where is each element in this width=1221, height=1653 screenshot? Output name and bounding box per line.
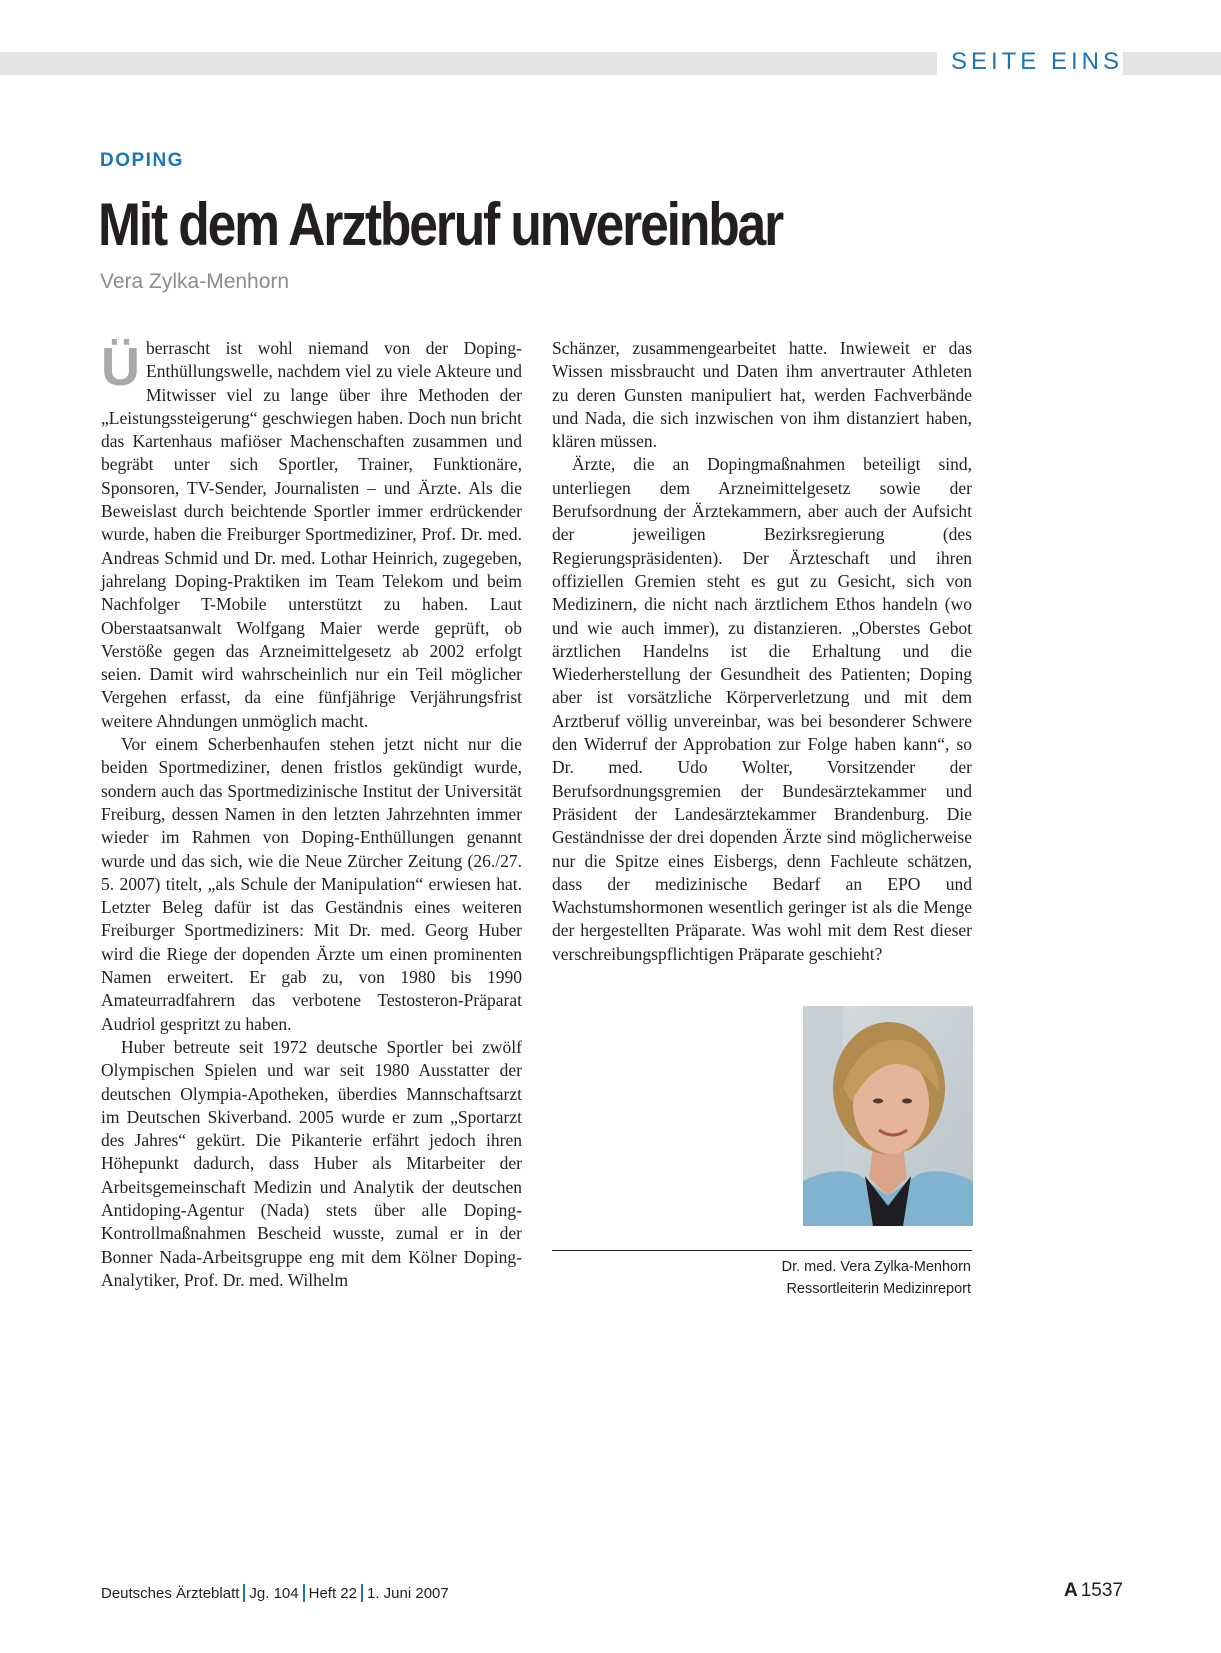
page-number (1064, 1580, 1123, 1602)
footer-separator (303, 1584, 305, 1602)
page-number-value: 1537 (1080, 1580, 1123, 1601)
drop-cap: Ü (101, 337, 140, 397)
caption-rule (552, 1250, 972, 1251)
paragraph-1 (101, 337, 522, 733)
portrait-image (803, 1006, 973, 1226)
footer-volume: Jg. 104 (249, 1584, 299, 1602)
article-kicker: DOPING (100, 150, 184, 171)
footer-separator (243, 1584, 245, 1602)
article-column-right (552, 337, 972, 966)
article-headline: Mit dem Arztberuf unvereinbar (98, 191, 783, 258)
article-author: Vera Zylka-Menhorn (100, 270, 290, 293)
article-column-left (101, 337, 522, 1292)
paragraph-2: Vor einem Scherbenhaufen stehen jetzt nicht nur die beiden Sportmediziner, denen fristlos gekündigt wurde, sondern auch das Sportmedizinische Institut der Universität Freiburg, dessen Namen in den letzten Jahrzehnten immer wieder im Rahmen von Doping-Enthüllungen genannt wurde und das sich, wie die Neue Zürcher Zeitung (26./27. 5. 2007) titelt, „als Schule der Manipulation“ erwiesen hat. Letzter Beleg dafür ist das Geständnis eines weiteren Freiburger Sportmediziners: Mit Dr. med. Georg Huber wird die Riege der dopenden Ärzte um einen prominenten Namen erweitert. Er gab zu, von 1980 bis 1990 Amateurradfahrern das verbotene Testosteron-Präparat Audriol gespritzt zu haben. (101, 734, 522, 1034)
section-label: SEITE EINS (937, 46, 1123, 78)
footer-issue: Heft 22 (308, 1584, 357, 1602)
paragraph-text: berrascht ist wohl niemand von der Doping-Enthüllungswelle, nachdem viel zu viele Akteure und Mitwisser viel zu lange über ihre Methoden der „Leistungssteigerung“ geschwiegen haben. Doch nun bricht das Kartenhaus mafiöser Machenschaften zusammen und begräbt unter sich Sportler, Trainer, Funktionäre, Sponsoren, TV-Sender, Journalisten – und Ärzte. Als die Beweislast durch beichtende Sportler immer erdrückender wurde, haben die Freiburger Sportmediziner, Prof. Dr. med. Andreas Schmid und Dr. med. Lothar Heinrich, zugegeben, jahrelang Doping-Praktiken im Team Telekom und beim Nachfolger T-Mobile unterstützt zu haben. Laut Oberstaatsanwalt Wolfgang Maier werde geprüft, ob Verstöße gegen das Arzneimittelgesetz ab 2002 erfolgt seien. Damit wird wahrscheinlich nur ein Teil möglicher Vergehen erfasst, da eine fünfjährige Verjährungsfrist weitere Ahndungen unmöglich macht. (101, 338, 522, 731)
page-prefix: A (1063, 1580, 1078, 1601)
footer-date: 1. Juni 2007 (367, 1584, 449, 1602)
caption-name: Dr. med. Vera Zylka-Menhorn (781, 1259, 971, 1275)
paragraph-3: Huber betreute seit 1972 deutsche Sportler bei zwölf Olympischen Spielen und war seit 1980 Ausstatter der deutschen Olympia-Apotheken, überdies Mannschaftsarzt im Deutschen Skiverband. 2005 wurde er zum „Sportarzt des Jahres“ gekürt. Die Pikanterie erfährt jedoch ihren Höhepunkt dadurch, dass Huber als Mitarbeiter der Arbeitsgemeinschaft Medizin und Analytik der deutschen Antidoping-Agentur (Nada) stets über alle Doping-Kontrollmaßnahmen Bescheid wusste, zumal er in der Bonner Nada-Arbeitsgruppe eng mit dem Kölner Doping-Analytiker, Prof. Dr. med. Wilhelm (101, 1036, 522, 1290)
author-portrait (803, 1006, 973, 1226)
footer-citation (101, 1584, 449, 1602)
caption-role: Ressortleiterin Medizinreport (786, 1281, 971, 1297)
footer-publication: Deutsches Ärzteblatt (101, 1584, 240, 1602)
paragraph-5: Ärzte, die an Dopingmaßnahmen beteiligt sind, unterliegen dem Arzneimittelgesetz sowie der Berufsordnung der Ärztekammern, aber auch der Aufsicht der jeweiligen Bezirksregierung (des Regierungspräsidenten). Der Ärzteschaft und ihren offiziellen Gremien steht es gut zu Gesicht, sich von Medizinern, die nicht nach ärztlichem Ethos handeln (wo und wie auch immer), zu distanzieren. „Oberstes Gebot ärztlichen Handelns ist die Erhaltung und die Wiederherstellung der Gesundheit des Patienten; Doping aber ist vorsätzliche Körperverletzung und mit dem Arztberuf völlig unvereinbar, was bei besonderer Schwere den Widerruf der Approbation zur Folge haben kann“, so Dr. med. Udo Wolter, Vorsitzender der Berufsordnungsgremien der Bundesärztekammer und Präsident der Landesärztekammer Brandenburg. Die Geständnisse der drei dopenden Ärzte sind möglicherweise nur die Spitze eines Eisbergs, denn Fachleute schätzen, dass der medizinische Bedarf an EPO und Wachstumshormonen wesentlich geringer ist als die Menge der hergestellten Präparate. Was wohl mit dem Rest dieser verschreibungspflichtigen Präparate geschieht? (552, 454, 972, 964)
footer-separator (361, 1584, 363, 1602)
photo-caption (782, 1256, 971, 1300)
paragraph-4: Schänzer, zusammengearbeitet hatte. Inwieweit er das Wissen missbraucht und Daten ihm anvertrauter Athleten zu deren Gunsten manipuliert hat, werden Fachverbände und Nada, die sich inzwischen von ihm distanziert haben, klären müssen. (552, 338, 972, 452)
